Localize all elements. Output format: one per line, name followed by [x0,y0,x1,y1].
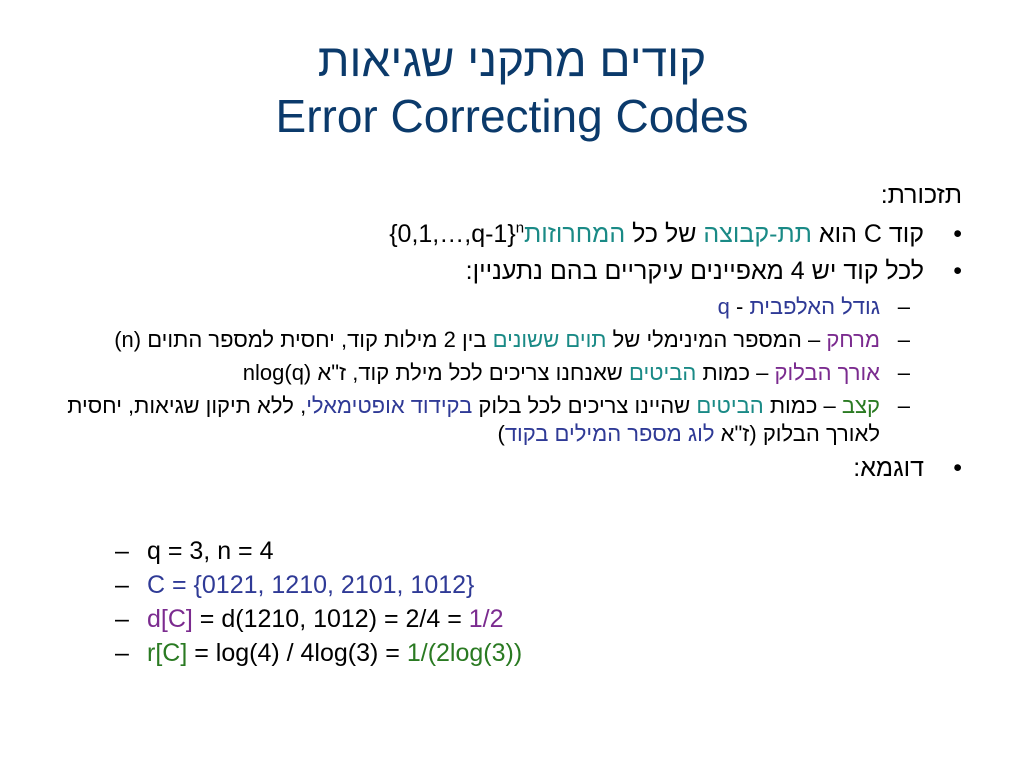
term-optimal-encoding: בקידוד אופטימאלי [306,393,473,418]
example-line-code [115,568,522,602]
sub-item-rate [60,392,962,448]
term-distance: מרחק [826,327,880,352]
alphabet-set: {0,1,…,q-1}$^n$ [382,219,525,248]
symbol-q: q [717,294,730,319]
sub-item-distance [60,326,962,354]
text: קוד C הוא [811,220,924,248]
text: של כל [625,220,704,248]
text: – כמות [763,393,842,418]
value-rate: 1/(2log(3)) [406,639,523,667]
text: q = 3, n = 4 [147,537,274,565]
sub-item-block-length [60,359,962,387]
text: לכל קוד יש 4 מאפיינים עיקריים בהם נתעניין: [465,257,924,285]
text: – כמות [696,360,775,385]
bullet-marker: • [953,257,962,285]
exponent-n: n [515,219,525,237]
dash-marker: – [897,393,910,418]
dash-marker: – [115,571,129,599]
slide-title [0,32,1024,144]
example-list [115,534,522,670]
sub-item-alphabet-size [60,293,962,321]
term-subset: תת-קבוצה [703,220,812,248]
text: - [729,294,750,319]
value-distance: 1/2 [468,605,504,633]
text: דוגמא: [853,454,924,482]
term-log-words: לוג מספר המילים בקוד [504,421,715,446]
text: ) [497,421,505,446]
title-english: Error Correcting Codes [275,90,749,142]
term-bits: הביטים [628,360,697,385]
bullet-marker: • [953,454,962,482]
text: שאנחנו צריכים לכל מילת קוד, ז"א nlog(q) [242,360,629,385]
dash-marker: – [115,605,129,633]
term-block-length: אורך הבלוק [774,360,880,385]
bullet-item-properties [60,256,962,287]
text: C = {0121, 1210, 2101, 1012} [147,571,475,599]
dash-marker: – [115,537,129,565]
example-line-distance [115,602,522,636]
term-rc: r[C] [147,639,188,667]
term-strings: המחרוזות [524,220,626,248]
example-line-rate [115,636,522,670]
text: = d(1210, 1012) = 2/4 = [192,605,469,633]
dash-marker: – [897,294,910,319]
term-different-symbols: תוים ששונים [492,327,607,352]
text: , ללא תיקון שגיאות, יחסית לאורך הבלוק (ז"א [67,393,880,446]
term-rate: קצב [841,393,880,418]
dash-marker: – [115,639,129,667]
term-bits: הביטים [696,393,764,418]
slide-body [60,180,962,490]
dash-marker: – [897,360,910,385]
text: בין 2 מילות קוד, יחסית למספר התוים (n) [114,327,493,352]
text: שהיינו צריכים לכל בלוק [472,393,697,418]
bullet-item-code-definition [60,219,962,250]
term-dc: d[C] [147,605,193,633]
title-hebrew: קודים מתקני שגיאות [317,34,707,86]
text: – המספר המינימלי של [606,327,827,352]
reminder-heading: תזכורת: [880,181,962,209]
text: = log(4) / 4log(3) = [187,639,407,667]
example-line-params [115,534,522,568]
bullet-marker: • [953,220,962,248]
bullet-item-example [60,453,962,484]
dash-marker: – [897,327,910,352]
term-alphabet-size: גודל האלפבית [749,294,880,319]
